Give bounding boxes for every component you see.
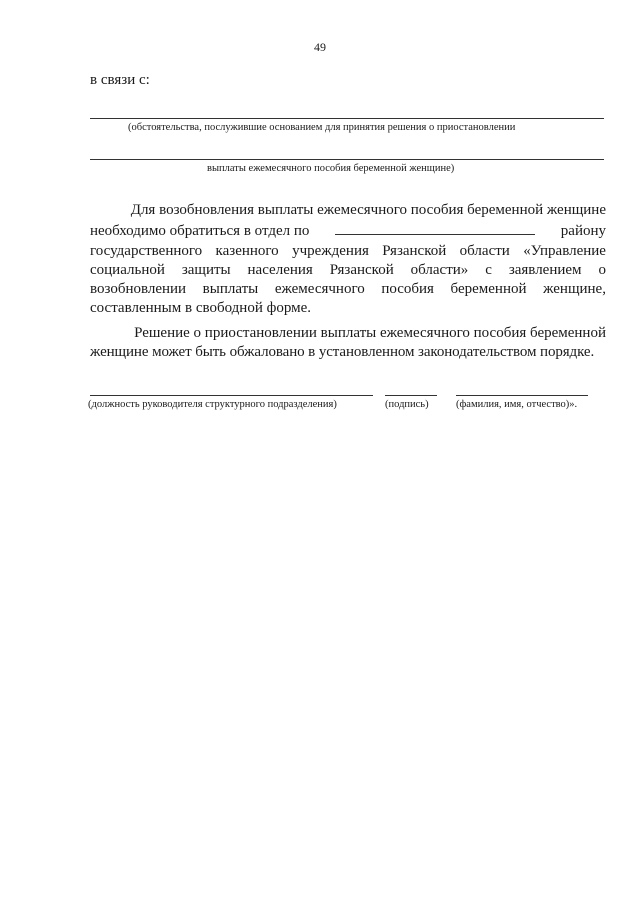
- reason-blank-line-2: [90, 159, 604, 160]
- reason-caption-line-2: выплаты ежемесячного пособия беременной женщине): [207, 163, 455, 174]
- signature-line: [385, 395, 437, 396]
- resume-line-6: составленным в свободной форме.: [90, 300, 311, 317]
- appeal-line-1: Решение о приостановлении выплаты ежемесячного пособия беременной: [134, 325, 606, 341]
- resume-paragraph: [90, 201, 606, 319]
- page-number: 49: [314, 40, 326, 54]
- signature-caption: (подпись): [385, 399, 429, 410]
- intro-text: в связи с:: [90, 72, 150, 88]
- position-signature-line: [90, 395, 373, 396]
- resume-line-4: социальной защиты населения Рязанской области» с заявлением о: [90, 261, 606, 278]
- resume-line-5: возобновлении выплаты ежемесячного пособия беременной женщине,: [90, 281, 606, 298]
- name-signature-line: [456, 395, 588, 396]
- appeal-paragraph: [90, 324, 606, 363]
- reason-caption-line-1: (обстоятельства, послужившие основанием для принятия решения о приостановлении: [128, 122, 516, 133]
- district-blank-field: [335, 220, 535, 235]
- name-caption: (фамилия, имя, отчество)».: [456, 399, 578, 410]
- position-caption: (должность руководителя структурного подразделения): [88, 399, 337, 410]
- resume-line-3: государственного казенного учреждения Рязанской области «Управление: [90, 242, 606, 259]
- reason-blank-line-1: [90, 118, 604, 119]
- resume-line-2: необходимо обратиться в отдел по району: [90, 220, 606, 241]
- appeal-line-2: женщине может быть обжаловано в установленном законодательством порядке.: [90, 344, 595, 361]
- resume-line-1: Для возобновления выплаты ежемесячного пособия беременной женщине: [130, 202, 606, 218]
